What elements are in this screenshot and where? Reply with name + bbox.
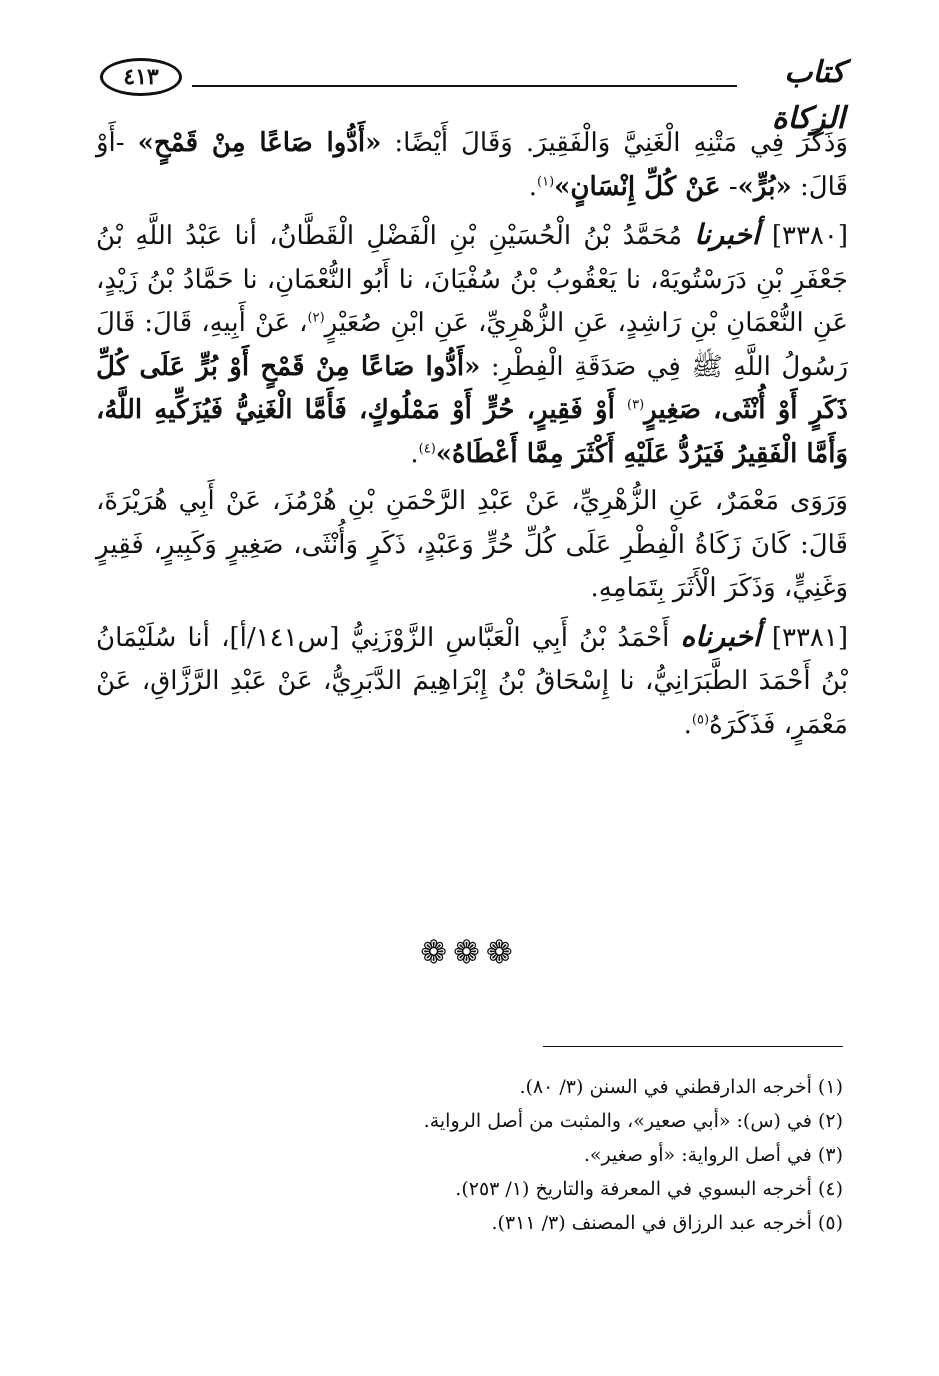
paragraph-3: وَرَوَى مَعْمَرٌ، عَنِ الزُّهْرِيِّ، عَنْ عَبْدِ الرَّحْمَنِ بْنِ هُرْمُزَ، عَنْ أَبِي هُرَيْرَةَ، قَالَ: كَانَ زَكَاةُ الْفِطْرِ عَلَى كُلِّ حُرٍّ وَعَبْدٍ، ذَكَرٍ وَأُنْثَى، صَغِيرٍ وَكَبِيرٍ، فَقِيرٍ وَغَنِيٍّ، وَذَكَرَ الْأَثَرَ بِتَمَامِهِ. [96, 486, 848, 603]
footnote-item: (٥) أخرجه عبد الرزاق في المصنف (٣/ ٣١١). [491, 1212, 843, 1234]
text-run: . [410, 438, 419, 469]
text-run: . [683, 709, 692, 740]
footnote-ref[interactable]: (٤) [418, 440, 436, 456]
footnotes [143, 1070, 843, 1240]
hadith-quote: أَوْ فَقِيرٍ، حُرٍّ أَوْ مَمْلُوكٍ، فَأَمَّا الْغَنِيُّ فَيُزَكِّيهِ اللَّهُ، وَأَمَّا الْفَقِيرُ فَيَرُدُّ عَلَيْهِ أَكْثَرَ مِمَّا أَعْطَاهُ» [96, 395, 848, 469]
book-title: كتاب الزكاة [771, 55, 845, 136]
footnote-ref[interactable]: (٥) [691, 711, 710, 727]
footnote-ref[interactable]: (٣) [627, 397, 645, 413]
hadith-quote: عَنْ كُلِّ إِنْسَانٍ» [554, 171, 721, 202]
footnote-item: (١) أخرجه الدارقطني في السنن (٣/ ٨٠). [519, 1076, 843, 1098]
paragraph-4 [96, 615, 848, 748]
section-ornament-icon: ❁❁❁ [420, 933, 519, 971]
text-run: - [720, 171, 738, 202]
report-verb: أخبرنا [694, 218, 760, 251]
text-run: . [528, 171, 538, 202]
hadith-number: [٣٣٨٠] [759, 221, 848, 251]
isnad-text: ، عَنْ أَبِيهِ، قَالَ: قَالَ رَسُولُ اللَّهِ ﷺ فِي صَدَقَةِ الْفِطْرِ: [96, 308, 849, 382]
isnad-text: مُحَمَّدُ بْنُ الْحُسَيْنِ بْنِ الْفَضْلِ الْقَطَّانُ، أنا عَبْدُ اللَّهِ بْنُ جَعْفَرِ بْنِ دَرَسْتُويَهْ، نا يَعْقُوبُ بْنُ سُفْيَانَ، نا أَبُو النُّعْمَانِ، نا حَمَّادُ بْنُ زَيْدٍ، عَنِ النُّعْمَانِ بْنِ رَاشِدٍ، عَنِ الزُّهْرِيِّ، عَنِ ابْنِ صُعَيْرٍ [96, 221, 848, 338]
footnote-item: (٣) في أصل الرواية: «أو صغير». [583, 1144, 843, 1166]
paragraph-1 [96, 122, 848, 209]
hadith-quote: «بُرٍّ» [737, 171, 792, 202]
footnote-ref[interactable]: (٢) [307, 310, 325, 326]
hadith-quote: «أَدُّوا صَاعًا مِنْ قَمْحٍ أَوْ بُرٍّ عَلَى كُلِّ ذَكَرٍ أَوْ أُنْثَى، صَغِيرٍ [96, 351, 848, 425]
footnote-rule [543, 1046, 843, 1047]
page-header [100, 50, 845, 136]
report-verb: أخبرناه [680, 619, 761, 653]
page-number-badge [100, 58, 182, 96]
footnote-ref[interactable]: (١) [537, 173, 555, 189]
main-text [96, 122, 848, 751]
isnad-text: أَحْمَدُ بْنُ أَبِي الْعَبَّاسِ الزَّوْزَنِيُّ [س١٤١/أ]، أنا سُلَيْمَانُ بْنُ أَحْمَدَ الطَّبَرَانِيُّ، نا إِسْحَاقُ بْنُ إِبْرَاهِيمَ الدَّبَرِيُّ، عَنْ عَبْدِ الرَّزَّاقِ، عَنْ مَعْمَرٍ، فَذَكَرَهُ [96, 622, 848, 740]
hadith-quote: «أَدُّوا صَاعًا مِنْ قَمْحٍ» [137, 128, 382, 158]
text-run: -أَوْ قَالَ: [96, 128, 848, 202]
footnote-item: (٤) أخرجه البسوي في المعرفة والتاريخ (١/ ٢٥٣). [455, 1178, 843, 1200]
hadith-number: [٣٣٨١] [760, 622, 848, 653]
text-run: وَذَكَرَ فِي مَتْنِهِ الْغَنِيَّ وَالْفَقِيرَ. وَقَالَ أَيْضًا: [381, 128, 848, 158]
paragraph-2 [96, 213, 848, 476]
footnote-item: (٢) في (س): «أبي صعير»، والمثبت من أصل الرواية. [423, 1110, 843, 1132]
header-rule [192, 85, 737, 87]
page-number: ٤١٣ [123, 64, 159, 90]
